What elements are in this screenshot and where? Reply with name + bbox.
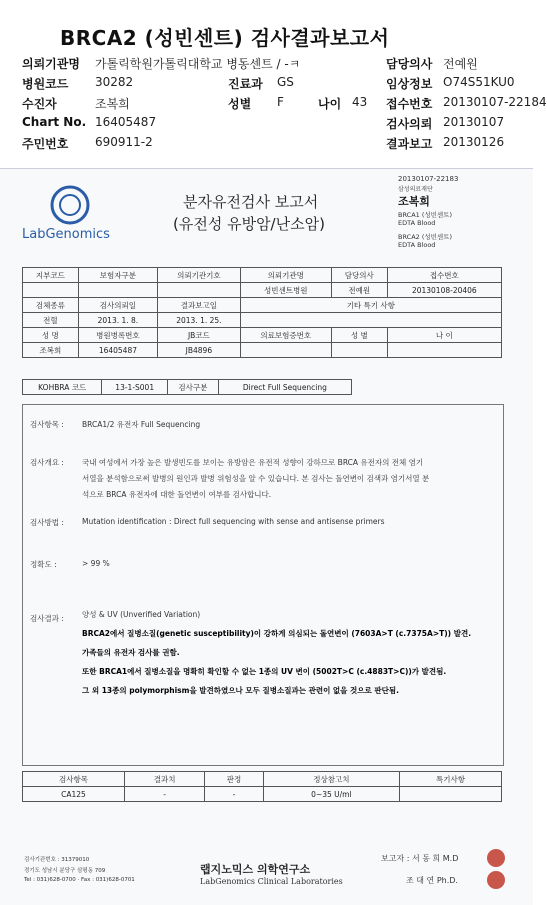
result-line: 그 외 13종의 polymorphism을 발견하였으나 모두 질병소질과는 관련이 없을 것으로 판단됨.	[82, 686, 399, 695]
table-cell: 의뢰기관기호	[158, 268, 240, 283]
table-cell: 접수번호	[387, 268, 501, 283]
header-label-l4: 접수번호	[386, 97, 433, 111]
table-row	[23, 268, 502, 283]
report-heading: 분자유전검사 보고서	[183, 193, 319, 211]
table-row	[23, 298, 502, 313]
corner-line1: BRCA1 (성빈센트)	[398, 211, 453, 219]
header-value-v4: 20130107-22184	[443, 95, 547, 109]
corner-line2: EDTA Blood	[398, 219, 436, 227]
header-label-l1: Chart No.	[22, 115, 87, 129]
corner-id: 20130107-22183	[398, 175, 459, 183]
result-line: 양성 & UV (Unverified Variation)	[82, 610, 201, 619]
table-cell: 지부코드	[23, 268, 79, 283]
table-cell: 검사의뢰일	[78, 298, 157, 313]
table-cell: 의료보험증번호	[240, 328, 331, 343]
table-cell: 전예원	[331, 283, 387, 298]
kohbra-table	[22, 379, 352, 395]
table-cell: 0~35 U/ml	[263, 787, 399, 802]
corner-org: 삼성의료재단	[398, 186, 433, 193]
corner-line3: BRCA2 (성빈센트)	[398, 233, 453, 241]
table-cell: 나 이	[387, 328, 501, 343]
corner-line4: EDTA Blood	[398, 241, 436, 249]
footer-right-2: 조 대 연 Ph.D.	[406, 876, 458, 885]
footer-left-1: 검사기관번호 : 31379010	[24, 857, 90, 863]
table-cell: 검체종류	[23, 298, 79, 313]
table-row	[23, 283, 502, 298]
table-cell: 13-1-S001	[102, 380, 168, 395]
table-cell: 성 명	[23, 328, 79, 343]
header-value-v1: 30282	[95, 75, 134, 89]
table-cell: Direct Full Sequencing	[218, 380, 351, 395]
footer-left-3: Tel : 031)628-0700 · Fax : 031)628-0701	[24, 877, 135, 883]
section-label: 검사결과 :	[30, 614, 64, 623]
table-cell: CA125	[23, 787, 125, 802]
result-line: 또한 BRCA1에서 질병소질을 명확히 확인할 수 없는 1종의 UV 변이 (5002T>C (c.4883T>C))가 발견됨.	[82, 667, 447, 676]
header-label-l4: 검사의뢰	[386, 117, 433, 131]
table-row	[23, 380, 352, 395]
header-label-l1: 의뢰기관명	[22, 57, 80, 71]
table-cell: 병원병록번호	[78, 328, 157, 343]
table-cell: 담당의사	[331, 268, 387, 283]
header-label-l2: 진료과	[228, 77, 263, 91]
table-cell: JB코드	[158, 328, 240, 343]
footer-right-1: 보고자 : 서 동 희 M.D	[381, 854, 459, 863]
header-value-v4: 전예원	[443, 57, 478, 71]
result-line: BRCA2에서 질병소질(genetic susceptibility)이 강하게 의심되는 돌연변이 (7603A>T (c.7375A>T)) 발견.	[82, 629, 472, 638]
table-cell: 조복희	[23, 343, 79, 358]
header-value-v4: 20130126	[443, 135, 505, 149]
table-cell	[387, 343, 501, 358]
header-label-l3: 나이	[318, 97, 342, 111]
table-cell: 보험자구분	[78, 268, 157, 283]
table-cell: 2013. 1. 25.	[158, 313, 240, 328]
labgenomics-logo-icon	[22, 183, 112, 253]
header-label-l1: 병원코드	[22, 77, 69, 91]
table-cell: 결과치	[124, 772, 204, 787]
result-line: 가족들의 유전자 검사를 권함.	[82, 648, 180, 657]
table-cell	[78, 283, 157, 298]
table-cell: 정상참고치	[263, 772, 399, 787]
table-cell	[240, 313, 501, 328]
header-label-l1: 주민번호	[22, 137, 69, 151]
table-cell: 성빈센트병원	[240, 283, 331, 298]
table-cell: 검사구분	[167, 380, 218, 395]
header-value-v1: 가톨릭학원가톨릭대학교 병동센트 / -ㅋ	[95, 57, 301, 71]
header-label-l2: 성별	[228, 97, 252, 111]
table-cell: 결과보고일	[158, 298, 240, 313]
overview-line: 서열을 분석함으로써 발병의 원인과 발병 위험성을 알 수 있습니다. 본 검사는 돌연변이 검색과 염기서열 분	[82, 474, 430, 483]
table-cell: 기타 특기 사항	[240, 298, 501, 313]
table-cell: 2013. 1. 8.	[78, 313, 157, 328]
patient-info-table	[22, 267, 502, 358]
table-cell: JB4896	[158, 343, 240, 358]
table-cell: 의뢰기관명	[240, 268, 331, 283]
seal-stamp-icon	[487, 849, 505, 867]
header-value-v2: F	[277, 95, 284, 109]
page-title: BRCA2 (성빈센트) 검사결과보고서	[60, 26, 390, 50]
section-text: > 99 %	[82, 559, 110, 568]
section-label: 검사개요 :	[30, 458, 64, 467]
footer-left-2: 경기도 성남시 분당구 삼평동 709	[24, 868, 106, 874]
table-row	[23, 313, 502, 328]
table-cell: 판정	[205, 772, 264, 787]
table-cell: -	[124, 787, 204, 802]
table-cell: 성 별	[331, 328, 387, 343]
table-cell: -	[205, 787, 264, 802]
header-value-v1: 조복희	[95, 97, 130, 111]
footer-center-1: 랩지노믹스 의학연구소	[200, 863, 311, 876]
section-label: 정확도 :	[30, 560, 57, 569]
header-value-v1: 16405487	[95, 115, 157, 129]
table-cell: 16405487	[78, 343, 157, 358]
table-row	[23, 328, 502, 343]
report-subheading: (유전성 유방암/난소암)	[173, 215, 325, 233]
header-value-v2: GS	[277, 75, 294, 89]
table-cell: 검사항목	[23, 772, 125, 787]
header-value-v4: 20130107	[443, 115, 505, 129]
table-cell	[399, 787, 501, 802]
table-cell	[331, 343, 387, 358]
header-label-l4: 담당의사	[386, 57, 433, 71]
table-row	[23, 787, 502, 802]
seal-stamp-icon	[487, 871, 505, 889]
logo-text: LabGenomics	[22, 227, 110, 242]
header-value-v1: 690911-2	[95, 135, 153, 149]
tumor-marker-table	[22, 771, 502, 802]
table-cell: 특기사항	[399, 772, 501, 787]
table-cell	[23, 283, 79, 298]
table-cell: KOHBRA 코드	[23, 380, 102, 395]
corner-name: 조복희	[398, 195, 430, 208]
footer-center-2: LabGenomics Clinical Laboratories	[200, 877, 343, 886]
table-cell: 20130108-20406	[387, 283, 501, 298]
header-label-l1: 수진자	[22, 97, 57, 111]
overview-line: 국내 여성에서 가장 높은 발생빈도를 보이는 유방암은 유전적 성향이 강하므로 BRCA 유전자의 전체 염기	[82, 458, 424, 467]
header-value-v4: O74S51KU0	[443, 75, 515, 89]
section-label: 검사항목 :	[30, 420, 64, 429]
header-label-l4: 결과보고	[386, 137, 433, 151]
section-text: Mutation identification : Direct full sequencing with sense and antisense primers	[82, 517, 385, 526]
header-label-l4: 임상정보	[386, 77, 433, 91]
header-value-v3: 43	[352, 95, 368, 109]
section-text: BRCA1/2 유전자 Full Sequencing	[82, 420, 201, 429]
scanned-report	[0, 168, 533, 905]
overview-line: 석으로 BRCA 유전자에 대한 돌연변이 여부를 검사합니다.	[82, 490, 272, 499]
table-cell: 전혈	[23, 313, 79, 328]
table-cell	[158, 283, 240, 298]
section-label: 검사방법 :	[30, 518, 64, 527]
table-cell	[240, 343, 331, 358]
table-row	[23, 343, 502, 358]
table-row	[23, 772, 502, 787]
